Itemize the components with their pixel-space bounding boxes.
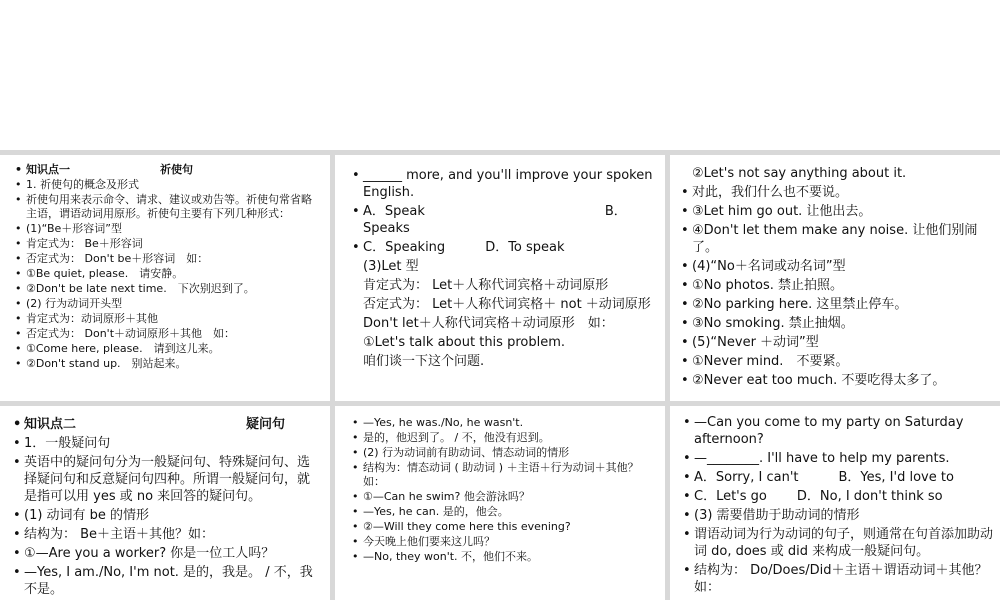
text-line: ②Let's not say anything about it. bbox=[692, 166, 907, 181]
text-line: • 今天晚上他们要来这儿吗？ bbox=[349, 535, 657, 549]
text-line: • 结构为：情态动词 ( 助动词 ) ＋主语＋行为动词＋其他？如： bbox=[349, 461, 657, 489]
panel-imperative-no-never bbox=[670, 155, 1000, 401]
text-line: • ②No parking here. 这里禁止停车。 bbox=[678, 296, 994, 313]
text-line: • 对此，我们什么也不要说。 bbox=[678, 184, 994, 201]
panel-questions-modal bbox=[335, 406, 665, 600]
options-row-ab: • A．Speak B．Speaks bbox=[349, 203, 657, 237]
text-line: • ①—Are you a worker? 你是一位工人吗？ bbox=[10, 545, 322, 562]
text-line: 肯定式为： Let＋人称代词宾格＋动词原形 bbox=[363, 278, 609, 293]
text-line: • (5)“Never ＋动词”型 bbox=[678, 334, 994, 351]
text-line: • ③Let him go out. 让他出去。 bbox=[678, 203, 994, 220]
panel-title: • 知识点二 疑问句 bbox=[10, 416, 322, 433]
panel-title: • 知识点一 祈使句 bbox=[12, 163, 322, 177]
panel-imperative-let bbox=[335, 155, 665, 401]
text-line: • (3) 需要借助于助动词的情形 bbox=[680, 507, 994, 524]
text-line: • ②Don't stand up. 别站起来。 bbox=[12, 357, 322, 371]
text-line: • ②Never eat too much. 不要吃得太多了。 bbox=[678, 372, 994, 389]
slide-top-blank bbox=[0, 0, 1000, 150]
text-line: • (1)“Be＋形容词”型 bbox=[12, 222, 322, 236]
panel-questions-intro bbox=[0, 406, 330, 600]
text-line: • 英语中的疑问句分为一般疑问句、特殊疑问句、选择疑问句和反意疑问句四种。所谓一般疑问句，就是指可以用 yes 或 no 来回答的疑问句。 bbox=[10, 454, 322, 505]
question-line: • ______ more, and you'll improve your spoken English. bbox=[349, 167, 657, 201]
question-line: • —________. I'll have to help my parents. bbox=[680, 450, 994, 467]
text-line: • (2) 行为动词开头型 bbox=[12, 297, 322, 311]
text-line: • ③No smoking. 禁止抽烟。 bbox=[678, 315, 994, 332]
text-line: • 谓语动词为行为动词的句子，则通常在句首添加助动词 do, does 或 did 来构成一般疑问句。 bbox=[680, 526, 994, 560]
text-line: • 肯定式为： Be＋形容词 bbox=[12, 237, 322, 251]
text-line: • —Yes, I am./No, I'm not. 是的，我是。 / 不，我不是。 bbox=[10, 564, 322, 598]
text-line: ①Let's talk about this problem. bbox=[363, 335, 565, 350]
text-line: • (4)“No＋名词或动名词”型 bbox=[678, 258, 994, 275]
text-line: • 祈使句用来表示命令、请求、建议或劝告等。祈使句常省略主语，谓语动词用原形。祈使句主要有下列几种形式： bbox=[12, 193, 322, 221]
slide-grid bbox=[0, 150, 1000, 600]
text-line: • ①Never mind. 不要紧。 bbox=[678, 353, 994, 370]
text-line: • 是的，他迟到了。 / 不，他没有迟到。 bbox=[349, 431, 657, 445]
options-row-cd: • C．Speaking D．To speak bbox=[349, 239, 657, 256]
text-line: • ①Come here, please. 请到这儿来。 bbox=[12, 342, 322, 356]
text-line: • 1．一般疑问句 bbox=[10, 435, 322, 452]
text-line: • (1) 动词有 be 的情形 bbox=[10, 507, 322, 524]
text-line: 咱们谈一下这个问题. bbox=[363, 354, 485, 369]
text-line: • —Yes, he was./No, he wasn't. bbox=[349, 416, 657, 430]
text-line: • ④Don't let them make any noise. 让他们别闹了。 bbox=[678, 222, 994, 256]
text-line: • 1. 祈使句的概念及形式 bbox=[12, 178, 322, 192]
text-line: (3)Let 型 bbox=[363, 259, 419, 274]
text-line: • (2) 行为动词前有助动词、情态动词的情形 bbox=[349, 446, 657, 460]
options-row-ab: • A．Sorry, I can't B．Yes, I'd love to bbox=[680, 469, 994, 486]
text-line: • —No, they won't. 不，他们不来。 bbox=[349, 550, 657, 564]
text-line: • ②Don't be late next time. 下次别迟到了。 bbox=[12, 282, 322, 296]
text-line: • 肯定式为：动词原形＋其他 bbox=[12, 312, 322, 326]
question-line: • —Can you come to my party on Saturday afternoon? bbox=[680, 414, 994, 448]
text-line: • 结构为： Be＋主语＋其他？如： bbox=[10, 526, 322, 543]
text-line: • —Yes, he can. 是的，他会。 bbox=[349, 505, 657, 519]
text-line: • 结构为： Do/Does/Did＋主语＋谓语动词＋其他？如： bbox=[680, 562, 994, 596]
panel-imperative-intro bbox=[0, 155, 330, 401]
text-line: • 否定式为： Don't be＋形容词 如： bbox=[12, 252, 322, 266]
text-line: • ①No photos. 禁止拍照。 bbox=[678, 277, 994, 294]
text-line: 否定式为： Let＋人称代词宾格＋ not ＋动词原形 bbox=[363, 297, 651, 312]
text-line: • 否定式为： Don't＋动词原形＋其他 如： bbox=[12, 327, 322, 341]
text-line: • ①Be quiet, please. 请安静。 bbox=[12, 267, 322, 281]
text-line: • ②—Will they come here this evening? bbox=[349, 520, 657, 534]
options-row-cd: • C．Let's go D．No, I don't think so bbox=[680, 488, 994, 505]
text-line: • ①—Can he swim? 他会游泳吗？ bbox=[349, 490, 657, 504]
text-line: Don't let＋人称代词宾格＋动词原形 如： bbox=[363, 316, 614, 331]
panel-questions-auxiliary bbox=[670, 406, 1000, 600]
